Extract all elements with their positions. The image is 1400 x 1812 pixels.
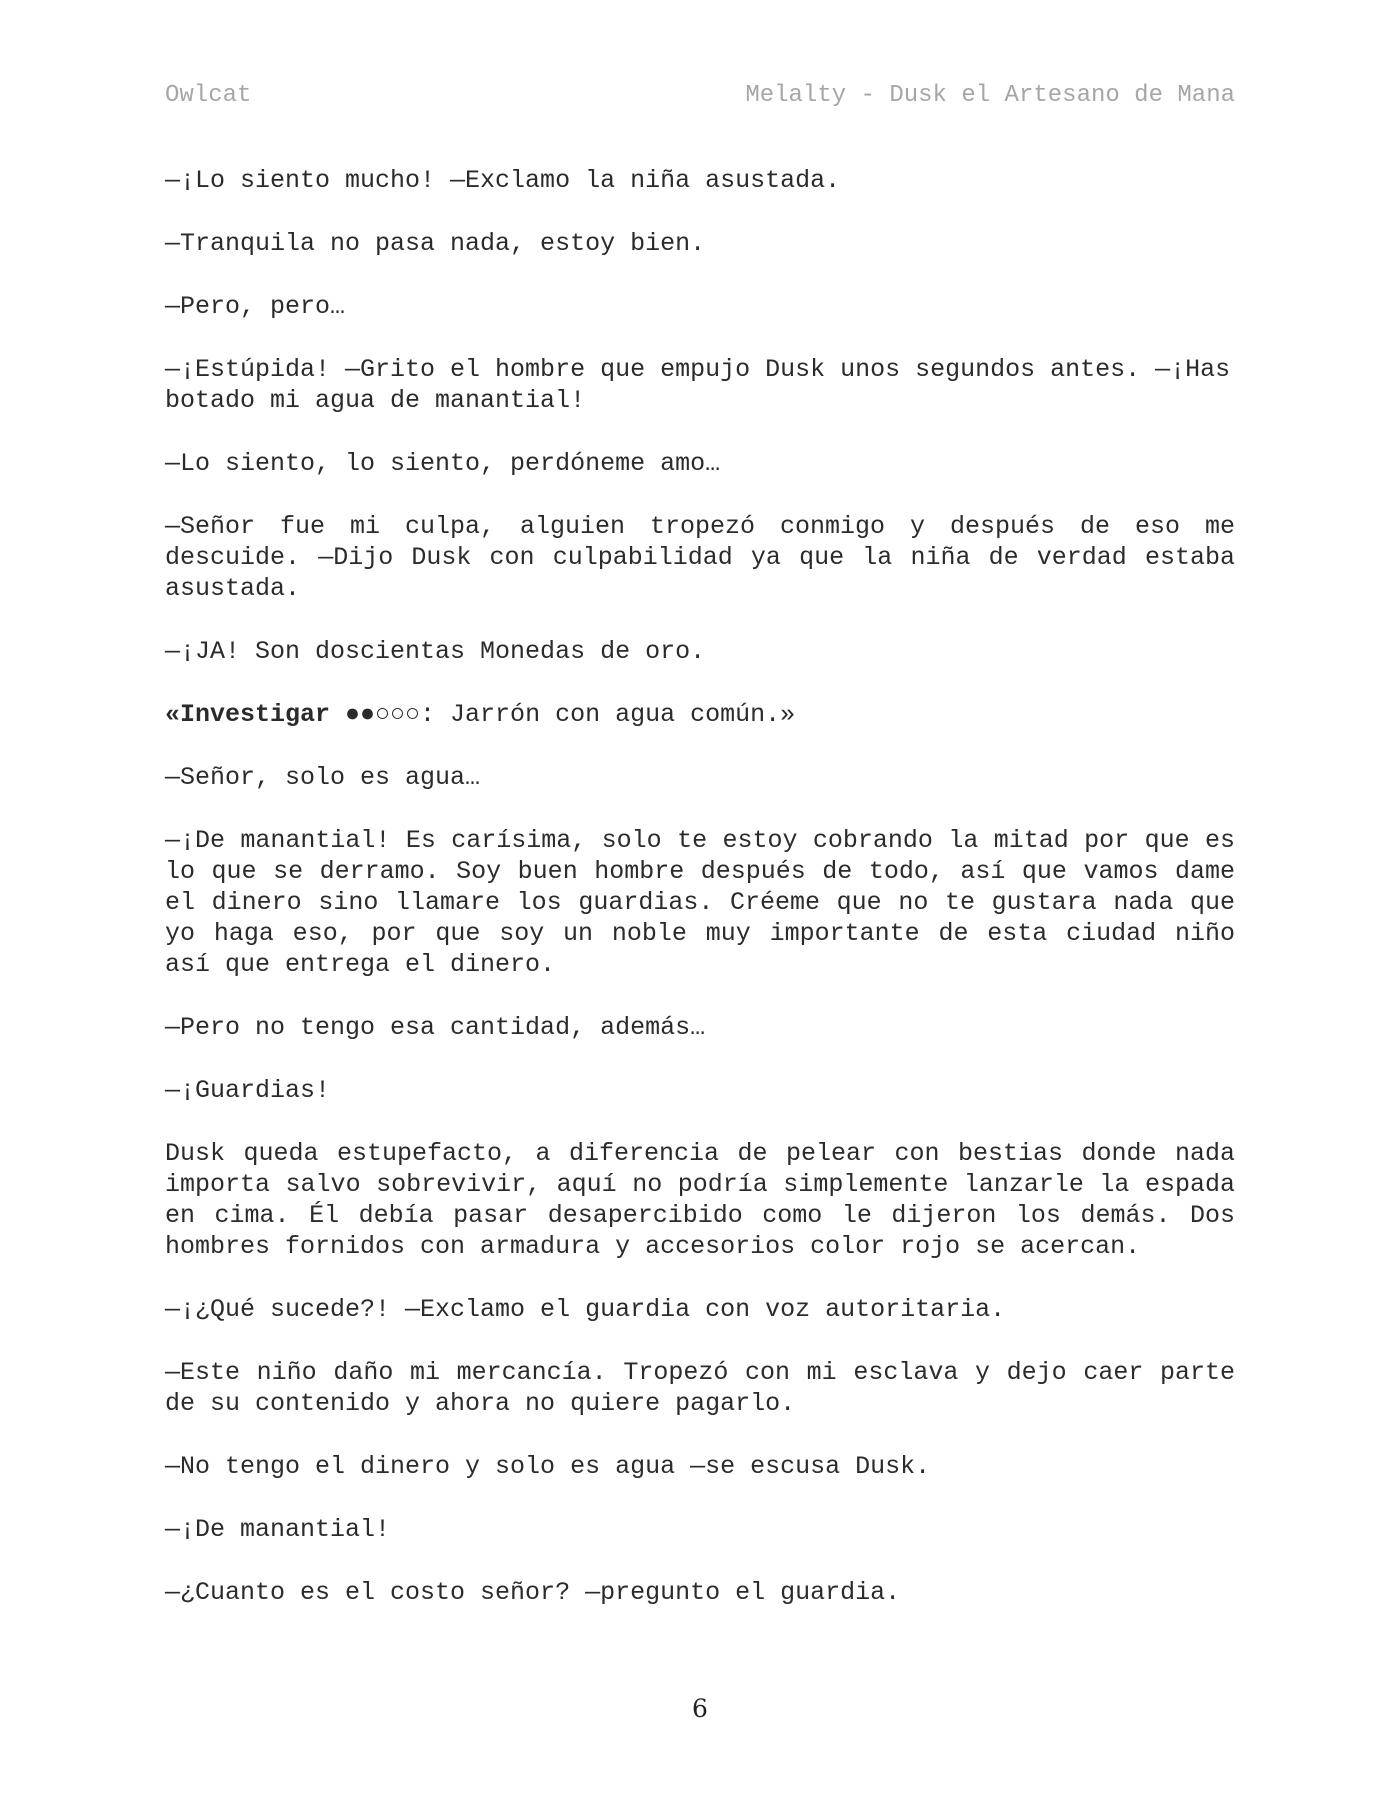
paragraph: —¡De manantial! Es carísima, solo te estoy cobrando la mitad por que es lo que se derramo. Soy buen hombre después de todo, así que vamos dame el dinero sino llamare los guardias. Créeme que no te gustara nada que yo haga eso, por que soy un noble muy importante de esta ciudad niño así que entrega el dinero. (165, 826, 1235, 979)
page-header (165, 82, 1235, 109)
investigate-label: «Investigar ●●○○○ (165, 700, 421, 729)
paragraph: —Señor fue mi culpa, alguien tropezó conmigo y después de eso me descuide. —Dijo Dusk con culpabilidad ya que la niña de verdad estaba asustada. (165, 512, 1235, 603)
header-title: Melalty - Dusk el Artesano de Mana (745, 82, 1235, 109)
body-text (165, 165, 1235, 1640)
paragraph: —¡Estúpida! —Grito el hombre que empujo Dusk unos segundos antes. —¡Has botado mi agua de manantial! (165, 355, 1231, 415)
investigate-result: : Jarrón con agua común.» (420, 700, 796, 729)
paragraph: Dusk queda estupefacto, a diferencia de pelear con bestias donde nada importa salvo sobrevivir, aquí no podría simplemente lanzarle la espada en cima. Él debía pasar desapercibido como le dijeron los demás. Dos hombres fornidos con armadura y accesorios color rojo se acercan. (165, 1139, 1235, 1261)
paragraph: —Tranquila no pasa nada, estoy bien. (165, 229, 706, 258)
paragraph: —Pero no tengo esa cantidad, además… (165, 1013, 706, 1042)
paragraph: —¡De manantial! (165, 1515, 391, 1544)
paragraph: —¡Lo siento mucho! —Exclamo la niña asustada. (165, 166, 841, 195)
paragraph: —No tengo el dinero y solo es agua —se escusa Dusk. (165, 1452, 931, 1481)
paragraph: —¿Cuanto es el costo señor? —pregunto el guardia. (165, 1578, 901, 1607)
paragraph: —¡¿Qué sucede?! —Exclamo el guardia con voz autoritaria. (165, 1295, 1006, 1324)
paragraph: —¡JA! Son doscientas Monedas de oro. (165, 637, 706, 666)
paragraph: —Pero, pero… (165, 292, 346, 321)
investigate-paragraph (165, 699, 1235, 730)
paragraph: —Señor, solo es agua… (165, 763, 481, 792)
paragraph: —Este niño daño mi mercancía. Tropezó con mi esclava y dejo caer parte de su contenido y ahora no quiere pagarlo. (165, 1358, 1235, 1418)
paragraph: —¡Guardias! (165, 1076, 331, 1105)
paragraph: —Lo siento, lo siento, perdóneme amo… (165, 449, 721, 478)
header-author: Owlcat (165, 82, 252, 109)
page-number: 6 (692, 1694, 708, 1723)
